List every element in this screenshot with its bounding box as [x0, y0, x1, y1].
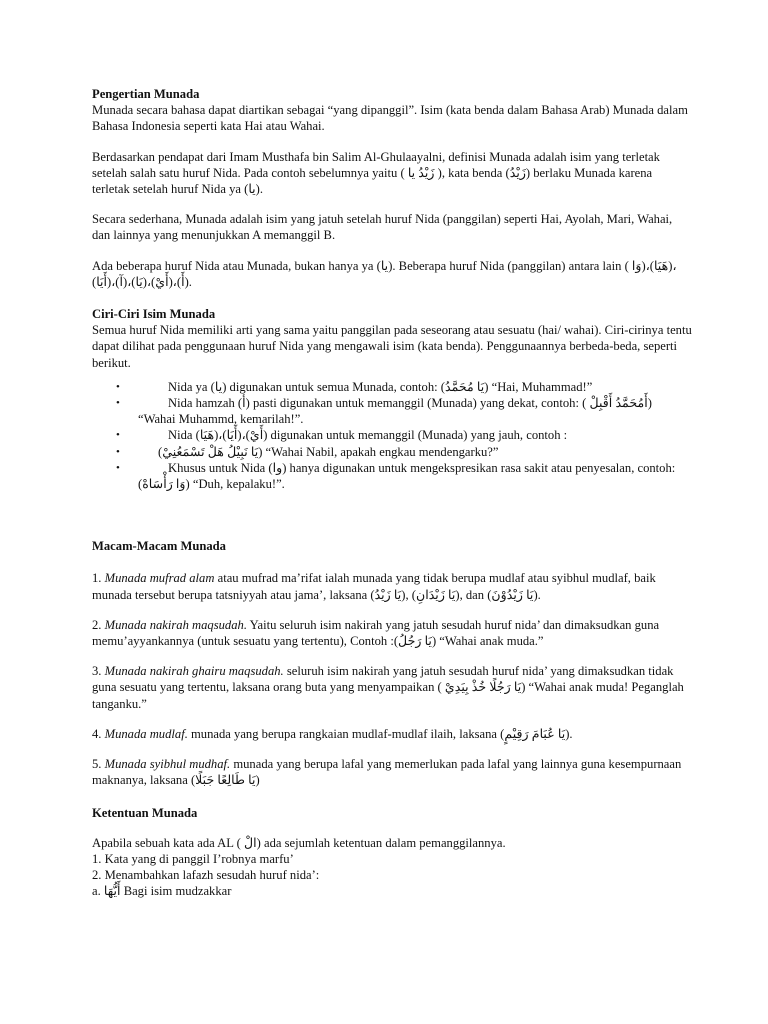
bullet-icon: •	[116, 397, 120, 410]
heading-ciri-ciri: Ciri-Ciri Isim Munada	[92, 307, 216, 322]
bullet-icon: •	[116, 429, 120, 442]
term: Munada nakirah maqsudah.	[104, 617, 247, 632]
term: Munada syibhul mudhaf.	[104, 757, 231, 772]
list-item: • (يَا نَبِيْلُ هَلْ تَسْمَعُنِيْ) “Wahai Nabil, apakah engkau mendengarku?”	[116, 444, 499, 459]
paragraph: 1. Kata yang di panggil I’robnya marfu’	[92, 851, 294, 866]
paragraph: Munada secara bahasa dapat diartikan sebagai “yang dipanggil”. Isim (kata benda dalam Bahasa Arab) Munada dalam Bahasa Indonesia seperti kata Hai atau Wahai.	[92, 103, 688, 134]
heading-pengertian: Pengertian Munada	[92, 87, 200, 101]
term: Munada nakirah ghairu maqsudah.	[104, 664, 284, 679]
term: Munada mudlaf.	[104, 726, 188, 741]
list-item: 1. Munada mufrad alam atau mufrad ma’rifat ialah munada yang tidak berupa mudlaf atau syibhul mudlaf, baik munada tersebut berupa tatsniyyah atau jama’, laksana (يَا زَيْدُ), (يَا زَيْدَانِ), dan (يَا زَيْدُوْنَ).	[92, 571, 656, 602]
list-item: 2. Munada nakirah maqsudah. Yaitu seluruh isim nakirah yang jatuh sesudah huruf nida’ dan dimaksudkan guna memu’ayyankannya (untuk sesuatu yang tertentu), Contoh :(يَا رَجُلُ) “Wahai anak muda.”	[92, 617, 660, 649]
paragraph: Apabila sebuah kata ada AL ( الْ) ada sejumlah ketentuan dalam pemanggilannya.	[92, 835, 506, 850]
document-body	[92, 86, 692, 900]
list-item: 4. Munada mudlaf. munada yang berupa rangkaian mudlaf-mudlaf ilaih, laksana (يَا عُبَامَ رَقِيْمٍ).	[92, 726, 573, 741]
bullet-list	[92, 379, 692, 492]
paragraph: 2. Menambahkan lafazh sesudah huruf nida’:	[92, 868, 320, 883]
list-item: • Nida ya (يا) digunakan untuk semua Munada, contoh: (يَا مُحَمَّدُ) “Hai, Muhammad!”	[116, 379, 593, 394]
heading-macam-macam: Macam-Macam Munada	[92, 539, 226, 554]
paragraph: Ada beberapa huruf Nida atau Munada, bukan hanya ya (يا). Beberapa huruf Nida (panggilan) antara lain ( وَا)،(هَيَا)،(أَيَا)،(آ)،(يَا)،(أَيْ)،(أَ).	[92, 258, 677, 289]
bullet-icon: •	[116, 380, 120, 393]
paragraph: a. أَيُّهَا Bagi isim mudzakkar	[92, 884, 232, 899]
list-item: 5. Munada syibhul mudhaf. munada yang berupa lafal yang memerlukan pada lafal yang lainnya guna kesempurnaan maknanya, laksana (يَا طَالِعًا جَبَلًا)	[92, 757, 682, 788]
term: Munada mufrad alam	[104, 571, 215, 586]
paragraph: Semua huruf Nida memiliki arti yang sama yaitu panggilan pada seseorang atau sesuatu (hai/ wahai). Ciri-cirinya tentu dapat dilihat pada penggunaan huruf Nida yang mengawali isim (kata benda). Penggunaannya berbeda-beda, seperti berikut.	[92, 323, 692, 370]
list-item: 3. Munada nakirah ghairu maqsudah. seluruh isim nakirah yang jatuh sesudah huruf nida’ yang dimaksudkan tidak guna sesuatu yang tertentu, laksana orang buta yang menyampaikan ( يَا رَجُلًا خُذْ بِيَدِيْ) “Wahai anak muda! Peganglah tanganku.”	[92, 664, 684, 711]
paragraph: Secara sederhana, Munada adalah isim yang jatuh setelah huruf Nida (panggilan) seperti Hai, Ayolah, Mari, Wahai, dan lainnya yang menunjukkan A memanggil B.	[92, 212, 673, 243]
heading-ketentuan: Ketentuan Munada	[92, 805, 198, 820]
list-item: • Khusus untuk Nida (وا) hanya digunakan untuk mengekspresikan rasa sakit atau penyesalan, contoh: (وَا رَأْسَاهْ) “Duh, kepalaku!”.	[116, 460, 676, 492]
bullet-icon: •	[116, 445, 120, 458]
list-item: • Nida (هَيَا)،(أَيَا)،(أَيْ) digunakan untuk memanggil (Munada) yang jauh, contoh :	[116, 428, 568, 443]
list-item: • Nida hamzah (أ) pasti digunakan untuk memanggil (Munada) yang dekat, contoh: ( أَمُحَمَّدُ أَقْبِلْ) “Wahai Muhammd, kemarilah!”.	[116, 396, 652, 427]
paragraph: Berdasarkan pendapat dari Imam Musthafa bin Salim Al-Ghulaayalni, definisi Munada adalah isim yang terletak setelah salah satu huruf Nida. Pada contoh sebelumnya yaitu ( زَيْدُ يا ), kata benda (زَيْدُ) berlaku Munada karena terletak setelah huruf Nida ya (يا).	[92, 149, 660, 197]
bullet-icon: •	[116, 461, 120, 474]
